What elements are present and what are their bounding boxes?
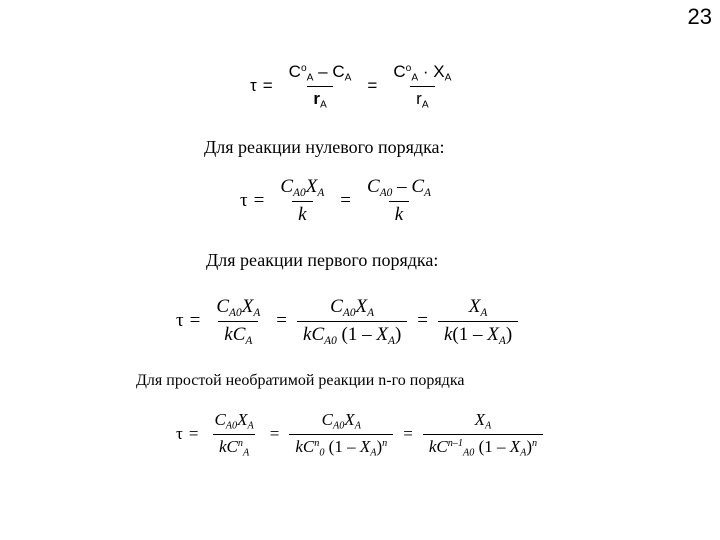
fraction [387,62,457,110]
equals-sign: = [276,310,287,332]
equation-first-order [176,296,522,347]
fraction [210,296,266,347]
equals-sign: = [403,424,413,444]
tau-symbol: τ [240,189,248,211]
fraction [361,176,437,226]
fraction [423,410,543,458]
fraction [208,410,259,458]
denominator: k [292,201,312,226]
tau-symbol: τ [176,310,184,332]
numerator: $C_{A0}X_A$ [321,410,361,432]
equation-nth-order [176,410,547,458]
equals-sign: = [188,424,199,444]
numerator: $X_A$ [474,410,492,432]
equation-zero-order [240,176,441,226]
denominator: $k(1 - X_A)$ [438,321,518,347]
heading-nth-order: Для простой необратимой реакции n-го порядка [136,372,465,389]
equation-general [250,62,461,110]
denominator: $r_A$ [307,86,332,111]
denominator: $kC_A$ [218,321,258,347]
numerator: $C_{A0} - C_A$ [367,176,431,199]
fraction [283,62,358,110]
denominator: $r_A$ [410,86,434,111]
equals-sign: = [340,189,351,211]
numerator: $C^o_A \cdot X_A$ [393,62,452,84]
denominator: $kC^n_0$ $(1 - X_A)^n$ [289,434,393,459]
equals-sign: = [253,189,265,211]
tau-symbol: τ [176,424,183,444]
numerator: $C_{A0}X_A$ [280,176,325,199]
equals-sign: = [189,310,201,332]
denominator: $kC^n_A$ [213,434,255,459]
fraction [274,176,330,226]
fraction [297,296,407,347]
equals-sign: = [367,76,378,96]
page-number: 23 [687,4,712,29]
equals-sign: = [417,310,428,332]
heading-zero-order: Для реакции нулевого порядка: [204,137,445,157]
denominator: k [389,201,409,226]
equals-sign: = [269,424,280,444]
numerator: $C^o_A - C_A$ [288,62,352,84]
denominator: $kC_{A0}$ $(1 - X_A)$ [297,321,407,347]
tau-symbol: τ [250,76,257,96]
numerator: $X_A$ [468,296,488,319]
fraction [289,410,393,458]
numerator: $C_{A0}X_A$ [216,296,261,319]
numerator: $C_{A0}X_A$ [214,410,254,432]
heading-first-order: Для реакции первого порядка: [206,250,439,270]
numerator: $C_{A0}X_A$ [330,296,375,319]
equals-sign: = [262,76,273,96]
fraction [438,296,518,347]
denominator: $kC^{n-1}_{A0}$ $(1 - X_A)^n$ [423,434,543,459]
